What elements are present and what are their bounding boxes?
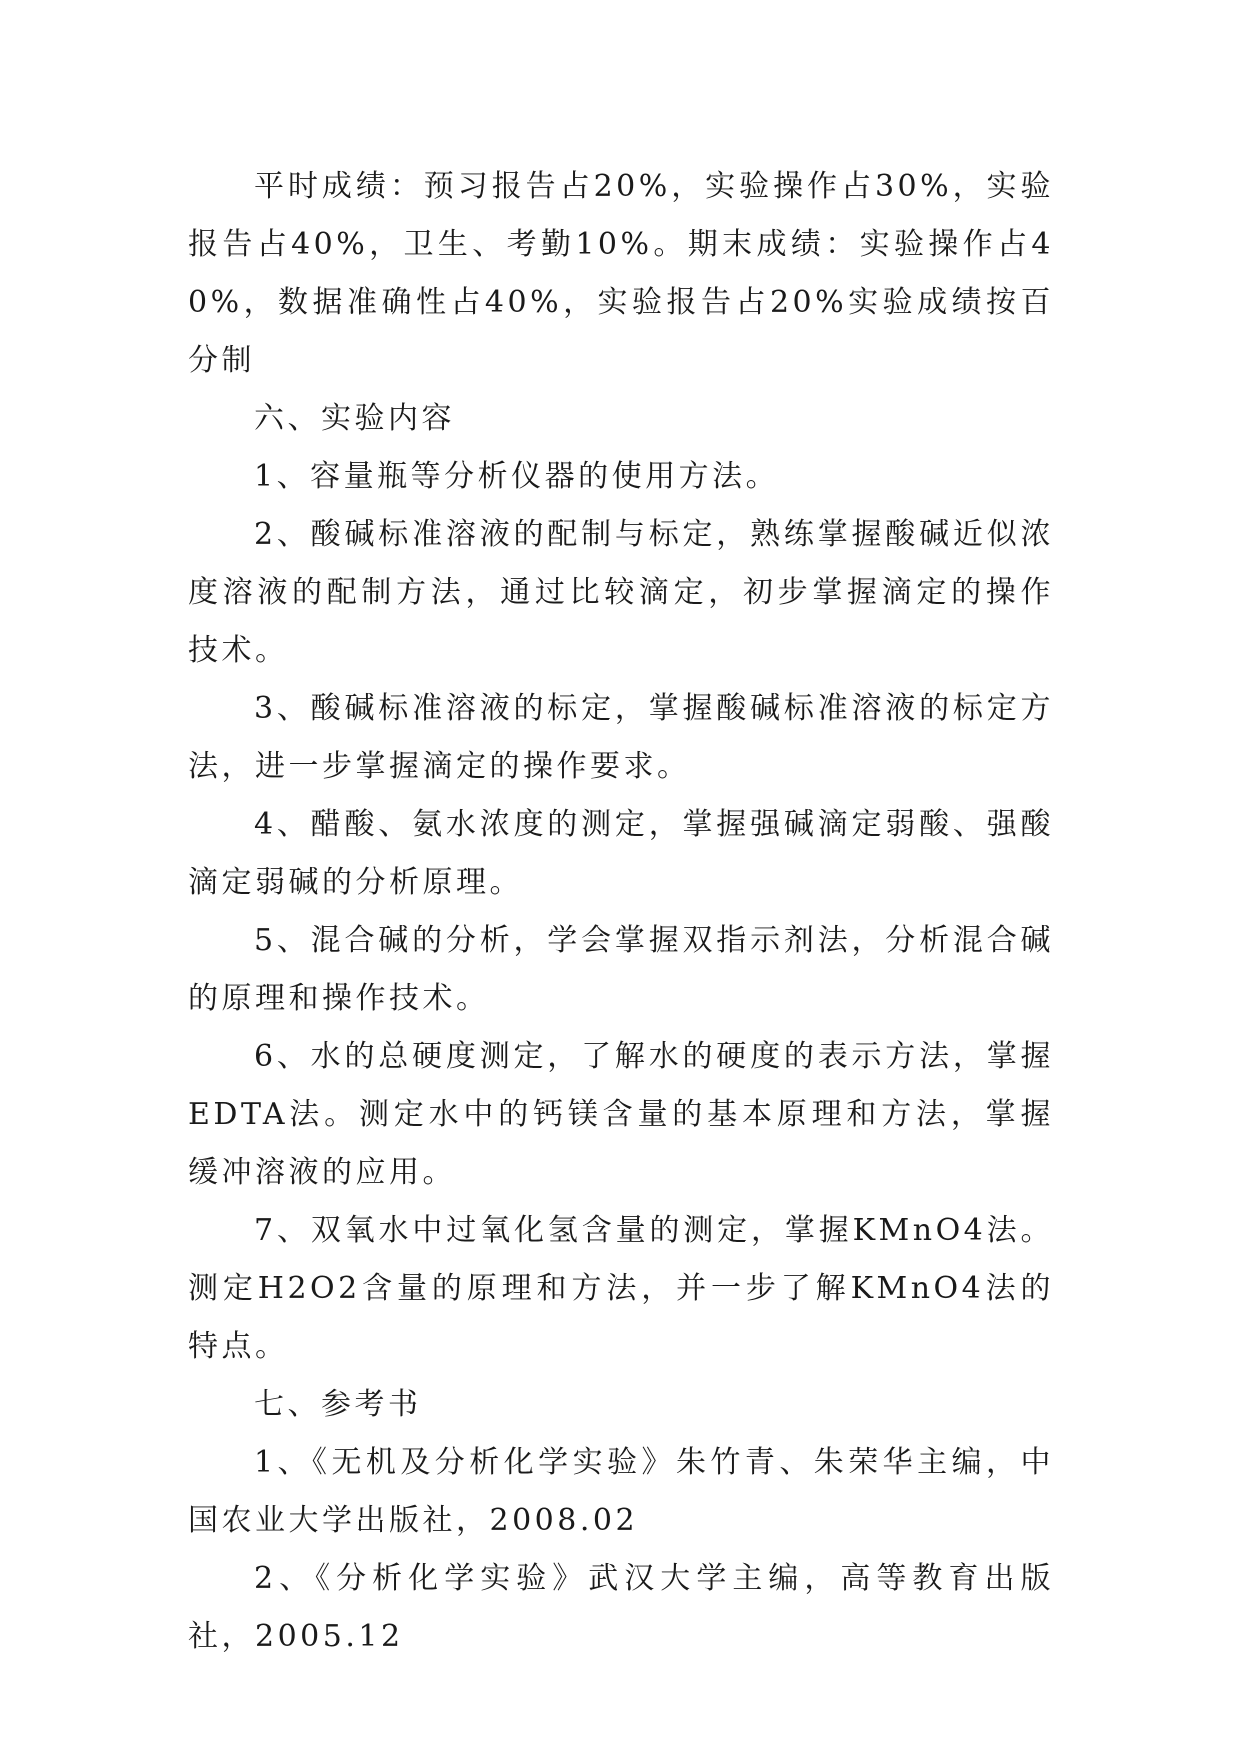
experiment-item-4: 4、醋酸、氨水浓度的测定，掌握强碱滴定弱酸、强酸滴定弱碱的分析原理。	[188, 807, 1054, 900]
reference-item-2: 2、《分析化学实验》武汉大学主编，高等教育出版社，2005.12	[188, 1561, 1054, 1654]
experiment-item-7: 7、双氧水中过氧化氢含量的测定，掌握KMnO4法。测定H2O2含量的原理和方法，并一步了解KMnO4法的特点。	[188, 1213, 1054, 1364]
experiment-item-6: 6、水的总硬度测定，了解水的硬度的表示方法，掌握EDTA法。测定水中的钙镁含量的基本原理和方法，掌握缓冲溶液的应用。	[188, 1039, 1054, 1190]
document-body	[188, 158, 1054, 1666]
reference-item-1: 1、《无机及分析化学实验》朱竹青、朱荣华主编，中国农业大学出版社，2008.02	[188, 1445, 1054, 1538]
experiment-item-3: 3、酸碱标准溶液的标定，掌握酸碱标准溶液的标定方法，进一步掌握滴定的操作要求。	[188, 691, 1054, 784]
experiment-item-1: 1、容量瓶等分析仪器的使用方法。	[254, 459, 780, 494]
section-heading-references: 七、参考书	[254, 1387, 422, 1422]
section-heading-experiment-content: 六、实验内容	[254, 401, 455, 436]
experiment-item-2: 2、酸碱标准溶液的配制与标定，熟练掌握酸碱近似浓度溶液的配制方法，通过比较滴定，初步掌握滴定的操作技术。	[188, 517, 1054, 668]
experiment-item-5: 5、混合碱的分析，学会掌握双指示剂法，分析混合碱的原理和操作技术。	[188, 923, 1054, 1016]
grading-paragraph: 平时成绩：预习报告占20%，实验操作占30%，实验报告占40%，卫生、考勤10%。期末成绩：实验操作占40%，数据准确性占40%，实验报告占20%实验成绩按百分制	[188, 169, 1054, 378]
